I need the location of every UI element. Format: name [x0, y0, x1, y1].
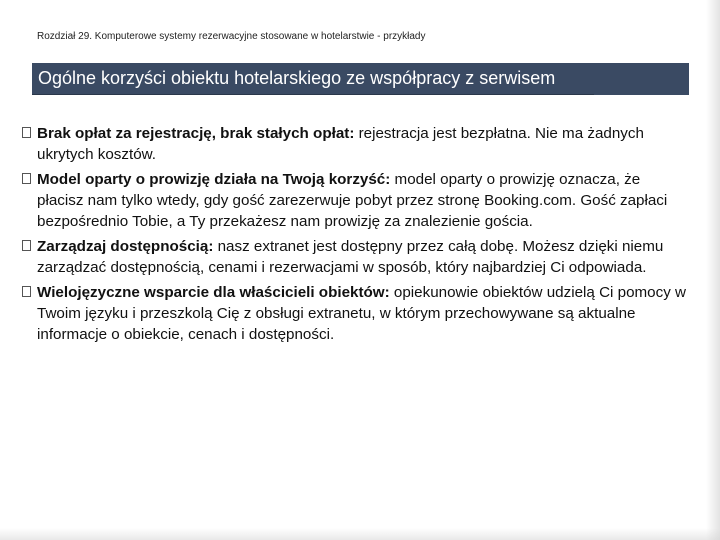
bullet-text	[37, 171, 667, 230]
title-bar	[32, 63, 689, 94]
bullet-text	[37, 125, 644, 163]
chapter-header: Rozdział 29. Komputerowe systemy rezerwacyjne stosowane w hotelarstwie - przykłady	[37, 31, 426, 42]
bullet-item	[22, 169, 687, 232]
bullet-list	[22, 123, 687, 349]
square-bullet-icon	[22, 240, 31, 251]
slide-edge-shadow-bottom	[0, 528, 720, 540]
square-bullet-icon	[22, 173, 31, 184]
bullet-text	[37, 238, 663, 276]
bullet-heading: Brak opłat za rejestrację, brak stałych opłat:	[37, 125, 355, 142]
bullet-body: nasz extranet jest dostępny przez całą dobę. Możesz dzięki niemu zarządzać dostępnością, cenami i rezerwacjami w sposób, który najbardziej Ci odpowiada.	[37, 238, 664, 276]
title-underline	[594, 93, 689, 95]
square-bullet-icon	[22, 127, 31, 138]
bullet-heading: Wielojęzyczne wsparcie dla właścicieli obiektów:	[37, 284, 390, 301]
slide-title: Ogólne korzyści obiektu hotelarskiego ze współpracy z serwisem	[38, 68, 556, 88]
slide-edge-shadow-right	[706, 0, 720, 540]
bullet-body: model oparty o prowizję oznacza, że płacisz nam tylko wtedy, gdy gość zarezerwuje pobyt przez stronę Booking.com. Gość zapłaci bezpośrednio Tobie, a Ty przekażesz nam prowizję za znalezienie gościa.	[37, 171, 668, 230]
bullet-item	[22, 236, 687, 278]
bullet-item	[22, 282, 687, 345]
square-bullet-icon	[22, 286, 31, 297]
bullet-heading: Model oparty o prowizję działa na Twoją korzyść:	[37, 171, 391, 188]
bullet-body: opiekunowie obiektów udzielą Ci pomocy w Twoim języku i przeszkolą Cię z obsługi extranetu, w którym przechowywane są aktualne informacje o obiekcie, cenach i dostępności.	[37, 284, 686, 343]
bullet-body: rejestracja jest bezpłatna. Nie ma żadnych ukrytych kosztów.	[37, 125, 644, 163]
bullet-text	[37, 284, 686, 343]
bullet-item	[22, 123, 687, 165]
bullet-heading: Zarządzaj dostępnością:	[37, 238, 214, 255]
